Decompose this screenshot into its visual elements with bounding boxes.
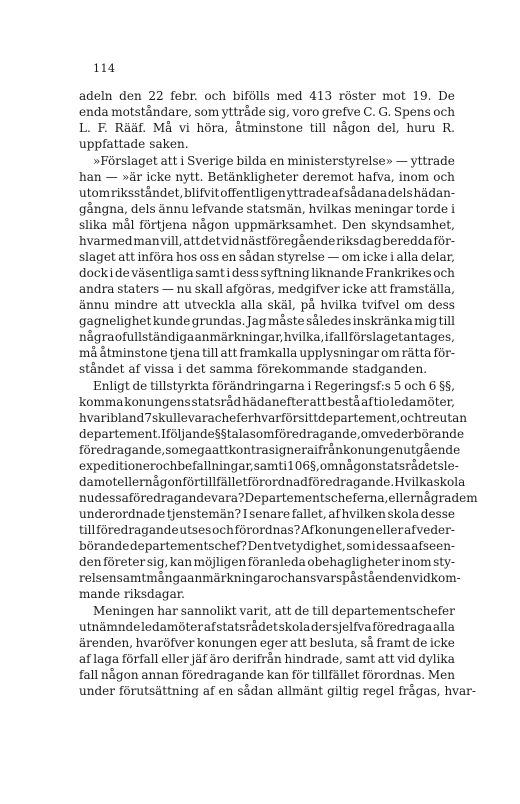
text-line: relsen samt många anmärkningar och ansvarspåståenden vid kom- <box>79 571 461 585</box>
text-line: »Förslaget att i Sverige bilda en ministerstyrelse» — yttrade <box>93 154 455 168</box>
text-line: dock i de väsentliga samt i dess syftning liknande Frankrikes och <box>79 266 455 280</box>
text-line: föredragande, som ega att kontrasignera ifrån konungen utgående <box>79 443 461 457</box>
text-line: utom riksståndet, blifvit offentligen yttrade af sådana dels hädan- <box>79 186 455 200</box>
text-line: nu dessa föredragande vara? Departementscheferna, eller några dem <box>79 491 478 505</box>
text-line: enda motståndare, som yttråde sig, voro grefve C. G. Spens och <box>79 105 455 119</box>
text-line: till föredragande utses och förordnas? Af konungen eller af veder- <box>79 523 455 537</box>
text-line: gagnelighet kunde grundas. Jag måste således inskränka mig till <box>79 314 455 328</box>
text-line: uppfattade saken. <box>79 137 189 151</box>
paragraph <box>79 378 478 602</box>
text-line: utnämnde ledamöter af statsrådet skola der sjelfva föredraga alla <box>79 620 455 634</box>
text-line: ärenden, hvaröfver konungen eger att besluta, så framt de icke <box>79 636 455 650</box>
text-line: Meningen har sannolikt varit, att de till departementschefer <box>93 604 455 618</box>
paragraph <box>79 88 455 152</box>
text-line: några ofullständiga anmärkningar, hvilka, i fall förslaget antages, <box>79 330 455 344</box>
text-line: ståndet af vissa i det samma förekommande stadganden. <box>79 362 428 376</box>
text-line: slaget att införa hos oss en sådan styrelse — om icke i alla delar, <box>79 250 455 264</box>
text-line: andra staters — nu skall afgöras, medgifver icke att framställa, <box>79 282 455 296</box>
text-line: L. F. Rääf. Må vi höra, åtminstone till någon del, huru R. <box>79 121 455 135</box>
text-line: adeln den 22 febr. och bifölls med 413 röster mot 19. De <box>79 89 455 103</box>
text-line: må åtminstone tjena till att framkalla upplysningar om rätta för- <box>79 346 455 360</box>
text-line: den företer sig, kan möjligen föranleda obehagligheter inom sty- <box>79 555 455 569</box>
text-line: Enligt de tillstyrkta förändringarna i Regeringsf:s 5 och 6 §§, <box>93 379 455 393</box>
text-line: damot eller någon för tillfället förordnad föredragande. Hvilka skola <box>79 475 466 489</box>
text-line: departement. I följande §§ talas om föredragande, om vederbörande <box>79 427 465 441</box>
text-line: ännu mindre att utveckla alla skäl, på hvilka tvifvel om dess <box>79 298 455 312</box>
text-line: under förutsättning af en sådan allmänt giltig regel frågas, hvar- <box>79 684 476 698</box>
text-line: slika mål förtjena någon uppmärksamhet. Den skyndsamhet, <box>79 218 455 232</box>
paragraph <box>79 603 476 699</box>
page-number: 114 <box>93 62 116 75</box>
text-line: gångna, dels ännu lefvande statsmän, hvilkas meningar torde i <box>79 202 455 216</box>
body-text <box>79 88 478 699</box>
text-line: underordnade tjenstemän? I senare fallet, af hvilken skola desse <box>79 507 455 521</box>
text-line: hvaribland 7 skulle vara chefer hvar för sitt departement, och tre utan <box>79 411 467 425</box>
text-line: fall någon annan föredragande kan för tillfället förordnas. Men <box>79 668 455 682</box>
text-line: af laga förfall eller jäf äro derifrån hindrade, samt att vid dylika <box>79 652 455 666</box>
text-line: hvarmed man vill, att det vid nästföregående riksdag beredda för- <box>79 234 455 248</box>
text-line: expeditioner och befallningar, samt i 106 §, om någon statsrådets le- <box>79 459 459 473</box>
paragraph <box>79 153 455 377</box>
text-line: han — »är icke nytt. Betänkligheter deremot hafva, inom och <box>79 170 455 184</box>
text-line: komma konungens statsråd hädanefter att bestå af tio ledamöter, <box>79 395 455 409</box>
text-line: börande departementschef? Den tvetydighet, som i dessa afseen- <box>79 539 455 553</box>
text-line: mande riksdagar. <box>79 587 185 601</box>
